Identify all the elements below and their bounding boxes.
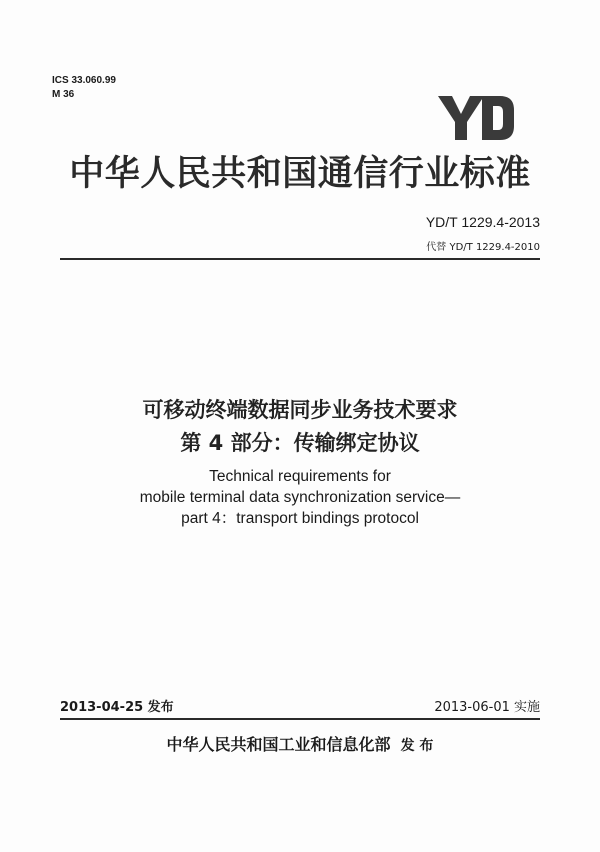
ics-code: ICS 33.060.99 — [52, 75, 116, 86]
bottom-divider — [60, 718, 540, 720]
classification-codes — [52, 74, 116, 102]
title-en-line: mobile terminal data synchronization service— — [139, 489, 461, 506]
publisher-label: 发 布 — [400, 738, 434, 754]
document-title-cn-line1: 可移动终端数据同步业务技术要求 — [142, 398, 458, 422]
standard-number: YD/T 1229.4-2013 — [425, 214, 540, 230]
document-title-en — [0, 466, 600, 529]
issue-date: 2013-04-25 发布 — [60, 700, 174, 715]
ccs-code: M 36 — [52, 89, 75, 100]
yd-logo — [436, 94, 516, 142]
standard-category-title: 中华人民共和国通信行业标准 — [69, 154, 531, 194]
effective-date: 2013-06-01 实施 — [434, 700, 540, 715]
title-en-line: Technical requirements for — [209, 468, 391, 485]
document-title-cn-line2: 第 4 部分：传输绑定协议 — [180, 431, 420, 455]
top-divider — [60, 258, 540, 260]
publisher-line — [0, 732, 600, 755]
title-en-line: part 4：transport bindings protocol — [181, 510, 419, 527]
replaces-standard: 代替 YD/T 1229.4-2010 — [426, 242, 540, 253]
publisher-name: 中华人民共和国工业和信息化部 — [166, 735, 391, 754]
